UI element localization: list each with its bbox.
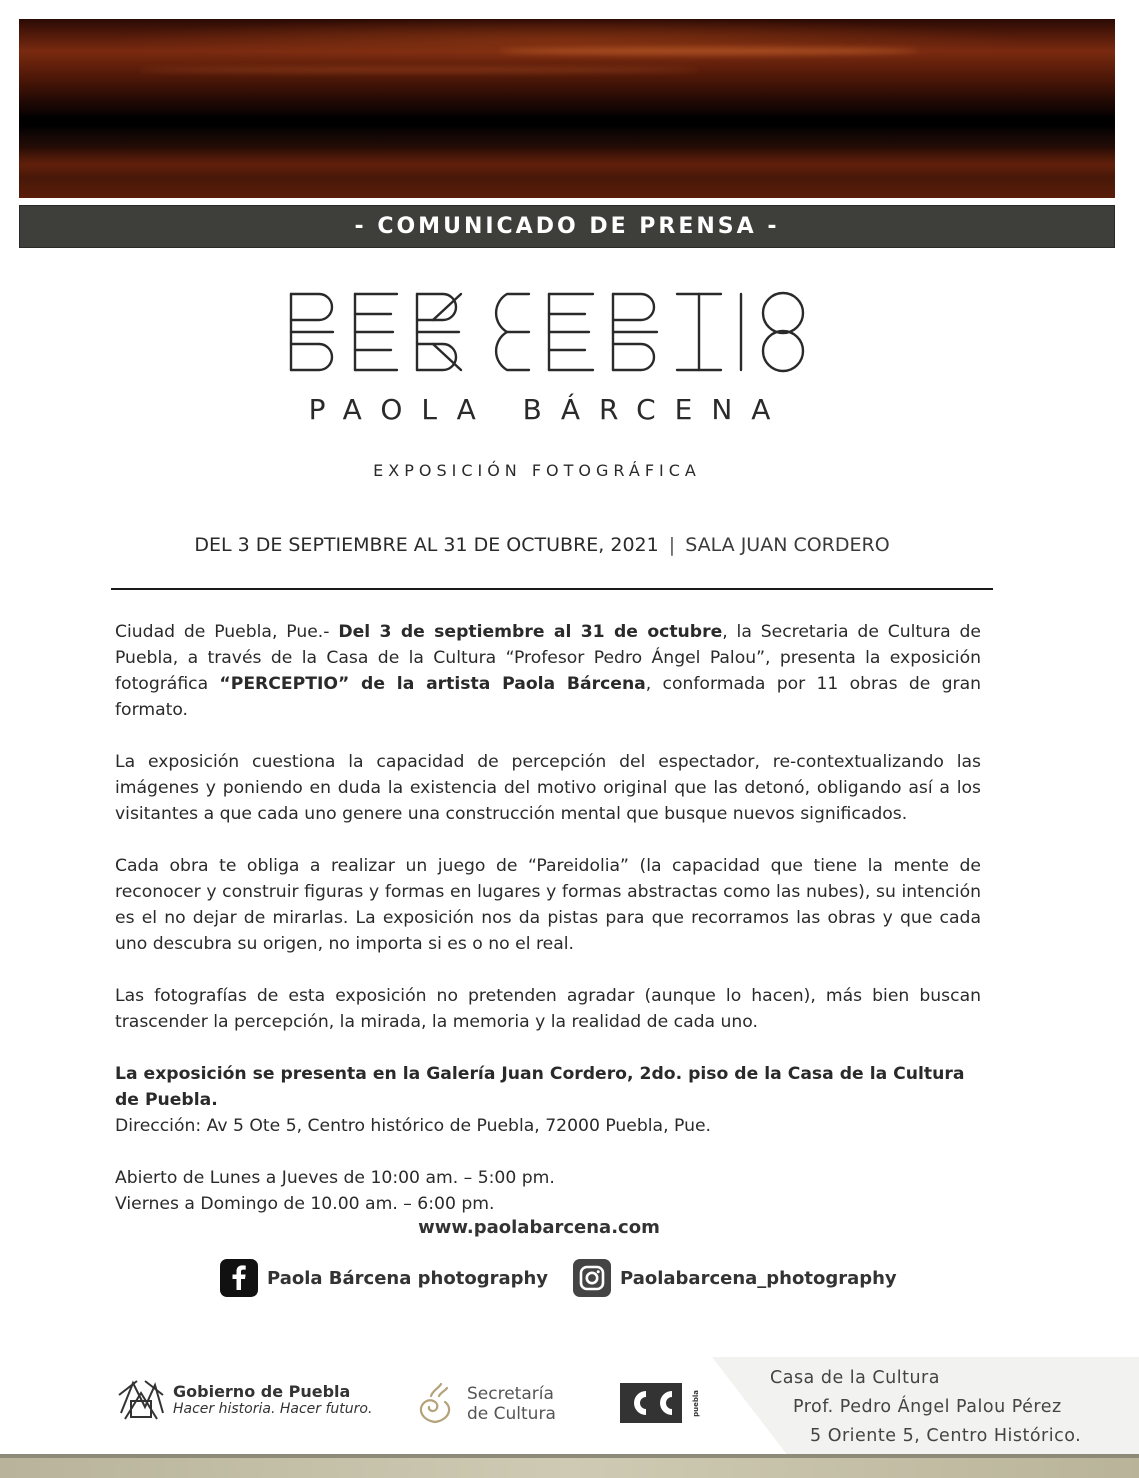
instagram-icon: [573, 1259, 611, 1297]
footer-bar: [0, 1458, 1139, 1478]
facebook-label: Paola Bárcena photography: [267, 1267, 549, 1289]
paragraph-intent: Las fotografías de esta exposición no pretenden agradar (aunque lo hacen), más bien buscan trascender la percepción, la mirada, la memoria y la realidad de cada uno.: [115, 986, 981, 1032]
facebook-link[interactable]: [220, 1259, 548, 1297]
paragraph-hours: [115, 1165, 981, 1217]
intro-text: Ciudad de Puebla, Pue.-: [115, 622, 339, 642]
separator: |: [668, 534, 676, 556]
header-banner-photo: [19, 19, 1115, 198]
address-line-2: Prof. Pedro Ángel Palou Pérez: [793, 1397, 1062, 1417]
gobierno-slogan: Hacer historia. Hacer futuro.: [173, 1400, 373, 1417]
paragraph-perception: La exposición cuestiona la capacidad de percepción del espectador, re-contextualizando las imágenes y poniendo en duda la existencia del motivo original que las detonó, obligando así a los visitantes a que cada uno genere una construcción mental que busque nuevos significados.: [115, 752, 981, 824]
instagram-label: Paolabarcena_photography: [620, 1267, 897, 1289]
paragraph-location: [115, 1061, 981, 1139]
intro-title-bold: “PERCEPTIO” de la artista Paola Bárcena: [219, 674, 646, 694]
paragraph-pareidolia: Cada obra te obliga a realizar un juego de “Pareidolia” (la capacidad que tiene la mente de reconocer y construir figuras y formas en lugares y formas abstractas como las nubes), su intención es el no dejar de mirarlas. La exposición nos da pistas para que recorramos las obras y que cada uno descubra su origen, no importa si es o no el real.: [115, 856, 981, 954]
intro-text: , la Secretaria de Cultura de Puebla, a través de la Casa de la Cultura “Profesor Pedro Ángel Palou”, presenta la exposición fotográfica: [115, 622, 981, 694]
press-release-bar: [19, 205, 1115, 248]
venue-name: SALA JUAN CORDERO: [685, 534, 890, 556]
intro-dates-bold: Del 3 de septiembre al 31 de octubre: [338, 622, 723, 642]
perceptio-logo: [285, 290, 815, 374]
exhibition-dates-line: [0, 534, 1084, 556]
footer-address: [0, 1364, 1081, 1451]
press-release-label: - COMUNICADO DE PRENSA -: [354, 214, 780, 239]
sky-streak: [139, 67, 699, 73]
exhibition-dates: DEL 3 DE SEPTIEMBRE AL 31 DE OCTUBRE, 2021: [194, 534, 659, 556]
press-release-body: [115, 619, 981, 1217]
artist-name: PAOLA BÁRCENA: [308, 393, 790, 426]
paragraph-intro: [115, 619, 981, 723]
sky-streak: [499, 47, 919, 55]
address-line: Dirección: Av 5 Ote 5, Centro histórico de Puebla, 72000 Puebla, Pue.: [115, 1116, 712, 1136]
horizon-line: [19, 115, 1115, 129]
location-bold: La exposición se presenta en la Galería Juan Cordero, 2do. piso de la Casa de la Cultura de Puebla.: [115, 1064, 965, 1110]
instagram-link[interactable]: [573, 1259, 897, 1297]
address-line-3: 5 Oriente 5, Centro Histórico.: [810, 1426, 1082, 1446]
website-link[interactable]: www.paolabarcena.com: [418, 1217, 660, 1238]
secretaria-line-1: Secretaría: [467, 1384, 554, 1404]
hours-weekend: Viernes a Domingo de 10.00 am. – 6:00 pm.: [115, 1194, 495, 1214]
cc-puebla-small: puebla: [692, 1389, 700, 1417]
divider: [111, 588, 993, 590]
intro-text: , conformada por 11 obras de gran formato.: [115, 674, 981, 720]
hours-weekday: Abierto de Lunes a Jueves de 10:00 am. – 5:00 pm.: [115, 1168, 555, 1188]
exhibition-type: EXPOSICIÓN FOTOGRÁFICA: [373, 461, 701, 480]
gobierno-name: Gobierno de Puebla: [173, 1381, 351, 1401]
secretaria-line-2: de Cultura: [467, 1404, 556, 1424]
facebook-icon: [220, 1259, 258, 1297]
water-reflection: [19, 147, 1115, 177]
address-line-1: Casa de la Cultura: [770, 1368, 940, 1388]
